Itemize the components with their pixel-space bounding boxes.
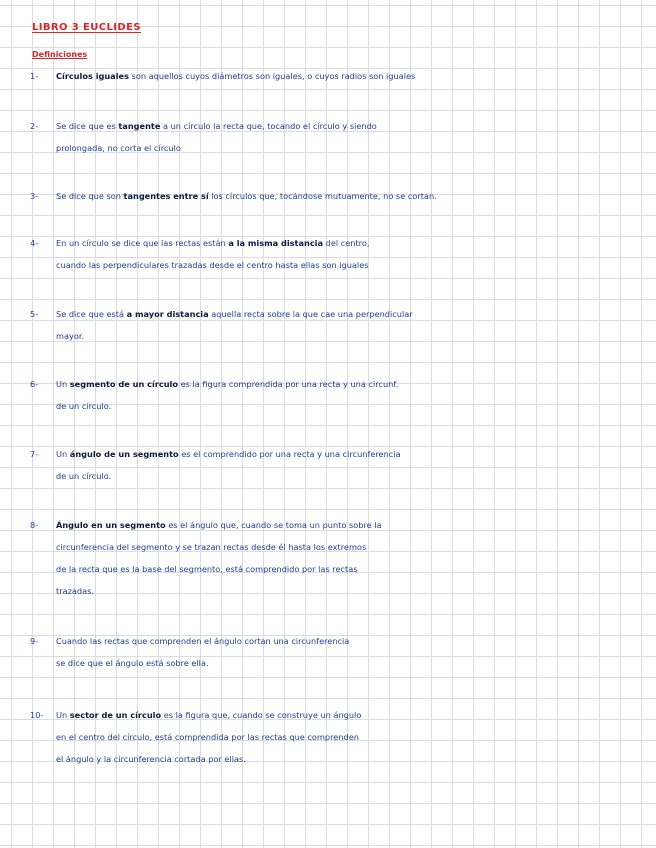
definition-line [30,303,413,325]
definition-line [30,185,437,207]
definition-line [30,726,361,748]
definition-text: el ángulo y la circunferencia cortada por ellas. [56,754,246,764]
definition-text: prolongada, no corta el círculo [56,143,181,153]
definition-text: de la recta que es la base del segmento, está comprendido por las rectas [56,564,358,574]
definition-number: 3- [30,191,39,201]
definition-4 [30,232,369,276]
definition-number: 9- [30,636,39,646]
definition-text: En un círculo se dice que las rectas están a la misma distancia del centro, [56,238,370,248]
definition-9 [30,630,349,674]
definition-5 [30,303,413,347]
definition-line [30,65,415,87]
definition-8 [30,514,382,602]
definition-line [30,536,382,558]
definition-text: de un círculo. [56,471,112,481]
definition-line [30,465,401,487]
definition-text: Ángulo en un segmento es el ángulo que, cuando se toma un punto sobre la [56,520,382,530]
definition-number: 2- [30,121,39,131]
definition-text: cuando las perpendiculares trazadas desde el centro hasta ellas son iguales [56,260,369,270]
definition-line [30,580,382,602]
definition-text: Círculos iguales son aquellos cuyos diámetros son iguales, o cuyos radios son iguales [56,71,416,81]
definition-text: Un sector de un círculo es la figura que, cuando se construye un ángulo [56,710,362,720]
definition-text: en el centro del círculo, está comprendida por las rectas que comprenden [56,732,359,742]
definition-line [30,373,398,395]
definition-text: circunferencia del segmento y se trazan rectas desde él hasta los extremos [56,542,367,552]
definition-text: mayor. [56,331,85,341]
definition-number: 6- [30,379,39,389]
definition-text: de un círculo. [56,401,112,411]
definition-line [30,558,382,580]
definition-line [30,630,349,652]
definition-text: trazadas. [56,586,94,596]
definition-line [30,652,349,674]
definition-number: 4- [30,238,39,248]
definition-line [30,232,369,254]
definition-line [30,514,382,536]
definition-text: Se dice que es tangente a un círculo la recta que, tocando el círculo y siendo [56,121,377,131]
definition-10 [30,704,361,770]
definition-text: se dice que el ángulo está sobre ella. [56,658,209,668]
definition-1 [30,65,415,87]
definition-number: 1- [30,71,39,81]
definition-line [30,443,401,465]
definition-number: 8- [30,520,39,530]
definition-line [30,115,377,137]
section-subtitle: Definiciones [32,50,88,59]
definition-text: Se dice que está a mayor distancia aquella recta sobre la que cae una perpendicular [56,309,413,319]
definition-6 [30,373,398,417]
definition-number: 10- [30,710,44,720]
definition-number: 5- [30,309,39,319]
definition-text: Se dice que son tangentes entre sí los círculos que, tocándose mutuamente, no se cortan. [56,191,437,201]
definition-line [30,395,398,417]
definition-text: Cuando las rectas que comprenden el ángulo cortan una circunferencia [56,636,350,646]
definition-7 [30,443,401,487]
definition-line [30,748,361,770]
definition-text: Un segmento de un círculo es la figura comprendida por una recta y una circunf. [56,379,399,389]
definition-2 [30,115,377,159]
definition-line [30,704,361,726]
definition-line [30,254,369,276]
definition-number: 7- [30,449,39,459]
definition-text: Un ángulo de un segmento es el comprendido por una recta y una circunferencia [56,449,401,459]
definition-3 [30,185,437,207]
definition-line [30,137,377,159]
definition-line [30,325,413,347]
page-title: LIBRO 3 EUCLIDES [32,22,141,33]
